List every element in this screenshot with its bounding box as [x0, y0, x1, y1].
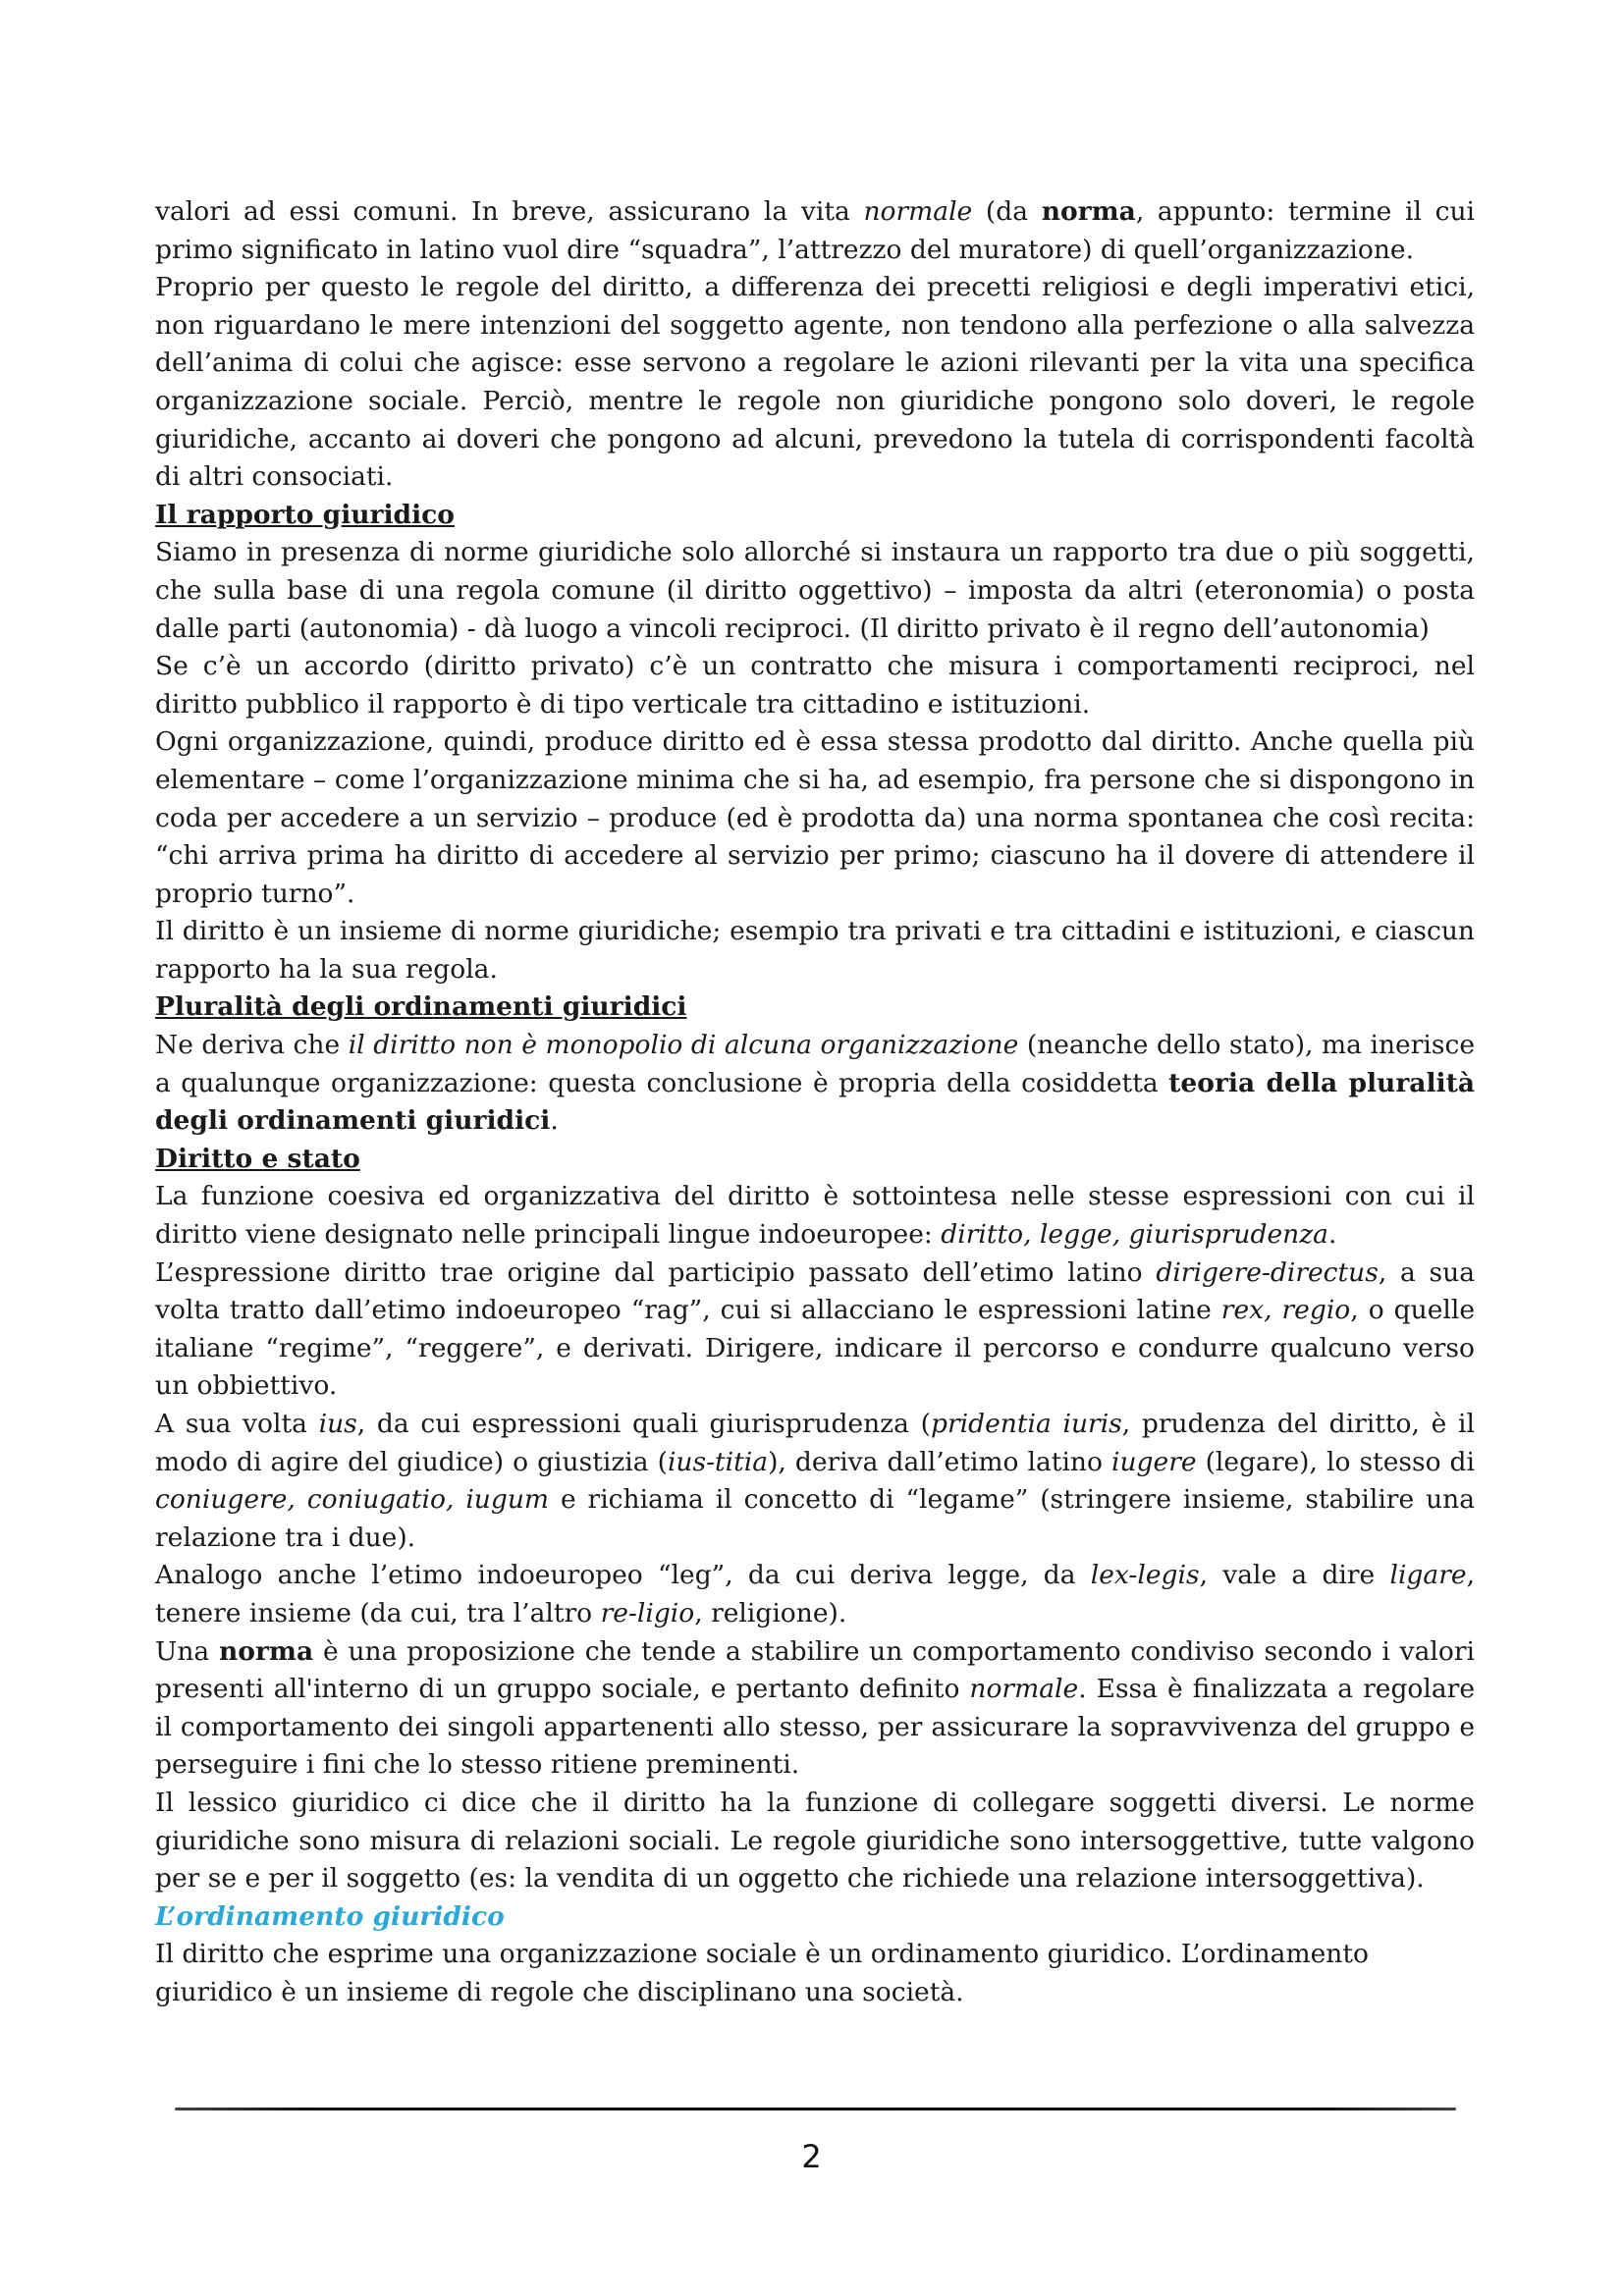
bold-term: norma	[1041, 196, 1136, 227]
paragraph-5: Ogni organizzazione, quindi, produce diritto ed è essa stessa prodotto dal diritto. Anche quella più elementare – come l’organizzazione minima che si ha, ad esempio, fra persone che si dispongono in coda per accedere a un servizio – produce (ed è prodotta da) una norma spontanea che così recita: “chi arriva prima ha diritto di accedere al servizio per primo; ciascuno ha il dovere di attendere il proprio turno”.	[155, 726, 1475, 909]
italic-term: ligare	[1389, 1560, 1467, 1591]
bold-term: teoria della pluralità degli ordinamenti giuridici	[155, 1067, 1475, 1137]
text-span: Analogo anche l’etimo indoeuropeo “leg”, da cui deriva legge, da	[155, 1560, 1091, 1591]
text-span: , prudenza del diritto, è il modo di agire del giudice) o giustizia (	[155, 1409, 1476, 1477]
italic-term: ius-titia	[667, 1446, 769, 1477]
paragraph-8	[155, 1178, 1475, 1254]
text-span: , vale a dire	[1199, 1560, 1390, 1591]
text-span: , o quelle italiane “regime”, “reggere”, e derivati. Dirigere, indicare il percorso e condurre qualcuno verso un obbiettivo.	[155, 1295, 1476, 1402]
text-span: (da	[972, 196, 1042, 227]
text-span: , tenere insieme (da cui, tra l’altro	[155, 1560, 1475, 1629]
text-span: (legare), lo stesso di	[1196, 1446, 1475, 1477]
text-span: .	[550, 1105, 559, 1137]
text-span: (neanche dello stato), ma inerisce a qualunque organizzazione: questa conclusione è propria della cosiddetta	[155, 1030, 1475, 1098]
italic-term: ius	[318, 1409, 357, 1439]
footer-divider	[175, 2108, 1456, 2110]
text-span: , a sua volta tratto dall’etimo indoeuropeo “rag”, cui si allacciano le espressioni latine	[155, 1256, 1475, 1326]
text-span: L’espressione diritto trae origine dal participio passato dell’etimo latino	[155, 1256, 1157, 1288]
paragraph-7	[155, 1027, 1475, 1141]
italic-term: normale	[969, 1674, 1079, 1705]
text-span: è una proposizione che tende a stabilire un comportamento condiviso secondo i valori presenti all'interno di un gruppo sociale, e pertanto definito	[155, 1635, 1475, 1705]
page-number: 2	[801, 2138, 822, 2175]
section-heading-rapporto-giuridico: Il rapporto giuridico	[155, 499, 455, 530]
paragraph-2: Proprio per questo le regole del diritto, a differenza dei precetti religiosi e degli imperativi etici, non riguardano le mere intenzioni del soggetto agente, non tendono alla perfezione o alla salvezza dell’anima di colui che agisce: esse servono a regolare le azioni rilevanti per la vita una specifica organizzazione sociale. Perciò, mentre le regole non giuridiche pongono solo doveri, le regole giuridiche, accanto ai doveri che pongono ad alcuni, prevedono la tutela di corrispondenti facoltà di altri consociati.	[155, 272, 1475, 493]
text-span: . Essa è finalizzata a regolare il comportamento dei singoli appartenenti allo stesso, per assicurare la sopravvivenza del gruppo e perseguire i fini che lo stesso ritiene preminenti.	[155, 1674, 1476, 1781]
bold-term: norma	[219, 1635, 314, 1667]
text-span: La funzione coesiva ed organizzativa del diritto è sottointesa nelle stesse espressioni con cui il diritto viene designato nelle principali lingue indoeuropee:	[155, 1181, 1475, 1251]
italic-term: lex-legis	[1090, 1560, 1200, 1591]
text-span: Ne deriva che	[155, 1030, 349, 1061]
paragraph-11	[155, 1557, 1475, 1632]
paragraph-3: Siamo in presenza di norme giuridiche solo allorché si instaura un rapporto tra due o più soggetti, che sulla base di una regola comune (il diritto oggettivo) – imposta da altri (eteronomia) o posta dalle parti (autonomia) - dà luogo a vincoli reciproci. (Il diritto privato è il regno dell’autonomia)	[155, 537, 1475, 644]
section-heading-pluralita: Pluralità degli ordinamenti giuridici	[155, 991, 687, 1023]
paragraph-14: Il diritto che esprime una organizzazione sociale è un ordinamento giuridico. L’ordinamento giuridico è un insieme di regole che disciplinano una società.	[155, 1939, 1369, 2007]
paragraph-9	[155, 1255, 1475, 1406]
paragraph-12	[155, 1633, 1475, 1785]
text-span: , appunto: termine il cui primo significato in latino vuol dire “squadra”, l’attrezzo del muratore) di quell’organizzazione.	[155, 196, 1476, 265]
italic-term: normale	[863, 196, 973, 227]
text-span: , da cui espressioni quali giurisprudenza (	[356, 1409, 932, 1439]
italic-term: rex, regio	[1220, 1295, 1351, 1326]
italic-term: diritto, legge, giurisprudenza	[941, 1219, 1328, 1251]
italic-term: dirigere-directus	[1156, 1256, 1379, 1288]
body-text	[155, 193, 1475, 2012]
italic-term: re-ligio	[600, 1597, 695, 1629]
text-span: ), deriva dall’etimo latino	[768, 1446, 1111, 1477]
section-heading-ordinamento-giuridico: L’ordinamento giuridico	[155, 1900, 505, 1932]
italic-term: il diritto non è monopolio di alcuna organizzazione	[348, 1030, 1019, 1061]
text-span: .	[1327, 1219, 1337, 1251]
text-span: valori ad essi comuni. In breve, assicurano la vita	[155, 196, 864, 227]
text-span: , religione).	[694, 1597, 847, 1629]
text-span: e richiama il concetto di “legame” (stringere insieme, stabilire una relazione tra i due).	[155, 1484, 1476, 1553]
section-heading-diritto-e-stato: Diritto e stato	[155, 1143, 360, 1174]
italic-term: coniugere, coniugatio, iugum	[155, 1484, 550, 1516]
paragraph-13: Il lessico giuridico ci dice che il diritto ha la funzione di collegare soggetti diversi. Le norme giuridiche sono misura di relazioni sociali. Le regole giuridiche sono intersoggettive, tutte valgono per se e per il soggetto (es: la vendita di un oggetto che richiede una relazione intersoggettiva).	[155, 1787, 1475, 1895]
text-span: Una	[155, 1635, 220, 1667]
italic-term: pridentia iuris	[931, 1409, 1122, 1439]
text-span: A sua volta	[155, 1409, 319, 1439]
paragraph-4: Se c’è un accordo (diritto privato) c’è un contratto che misura i comportamenti reciproci, nel diritto pubblico il rapporto è di tipo verticale tra cittadino e istituzioni.	[155, 651, 1475, 720]
paragraph-10	[155, 1406, 1475, 1557]
italic-term: iugere	[1111, 1446, 1197, 1477]
paragraph-6: Il diritto è un insieme di norme giuridiche; esempio tra privati e tra cittadini e istituzioni, e ciascun rapporto ha la sua regola.	[155, 916, 1475, 985]
paragraph-1	[155, 193, 1475, 269]
